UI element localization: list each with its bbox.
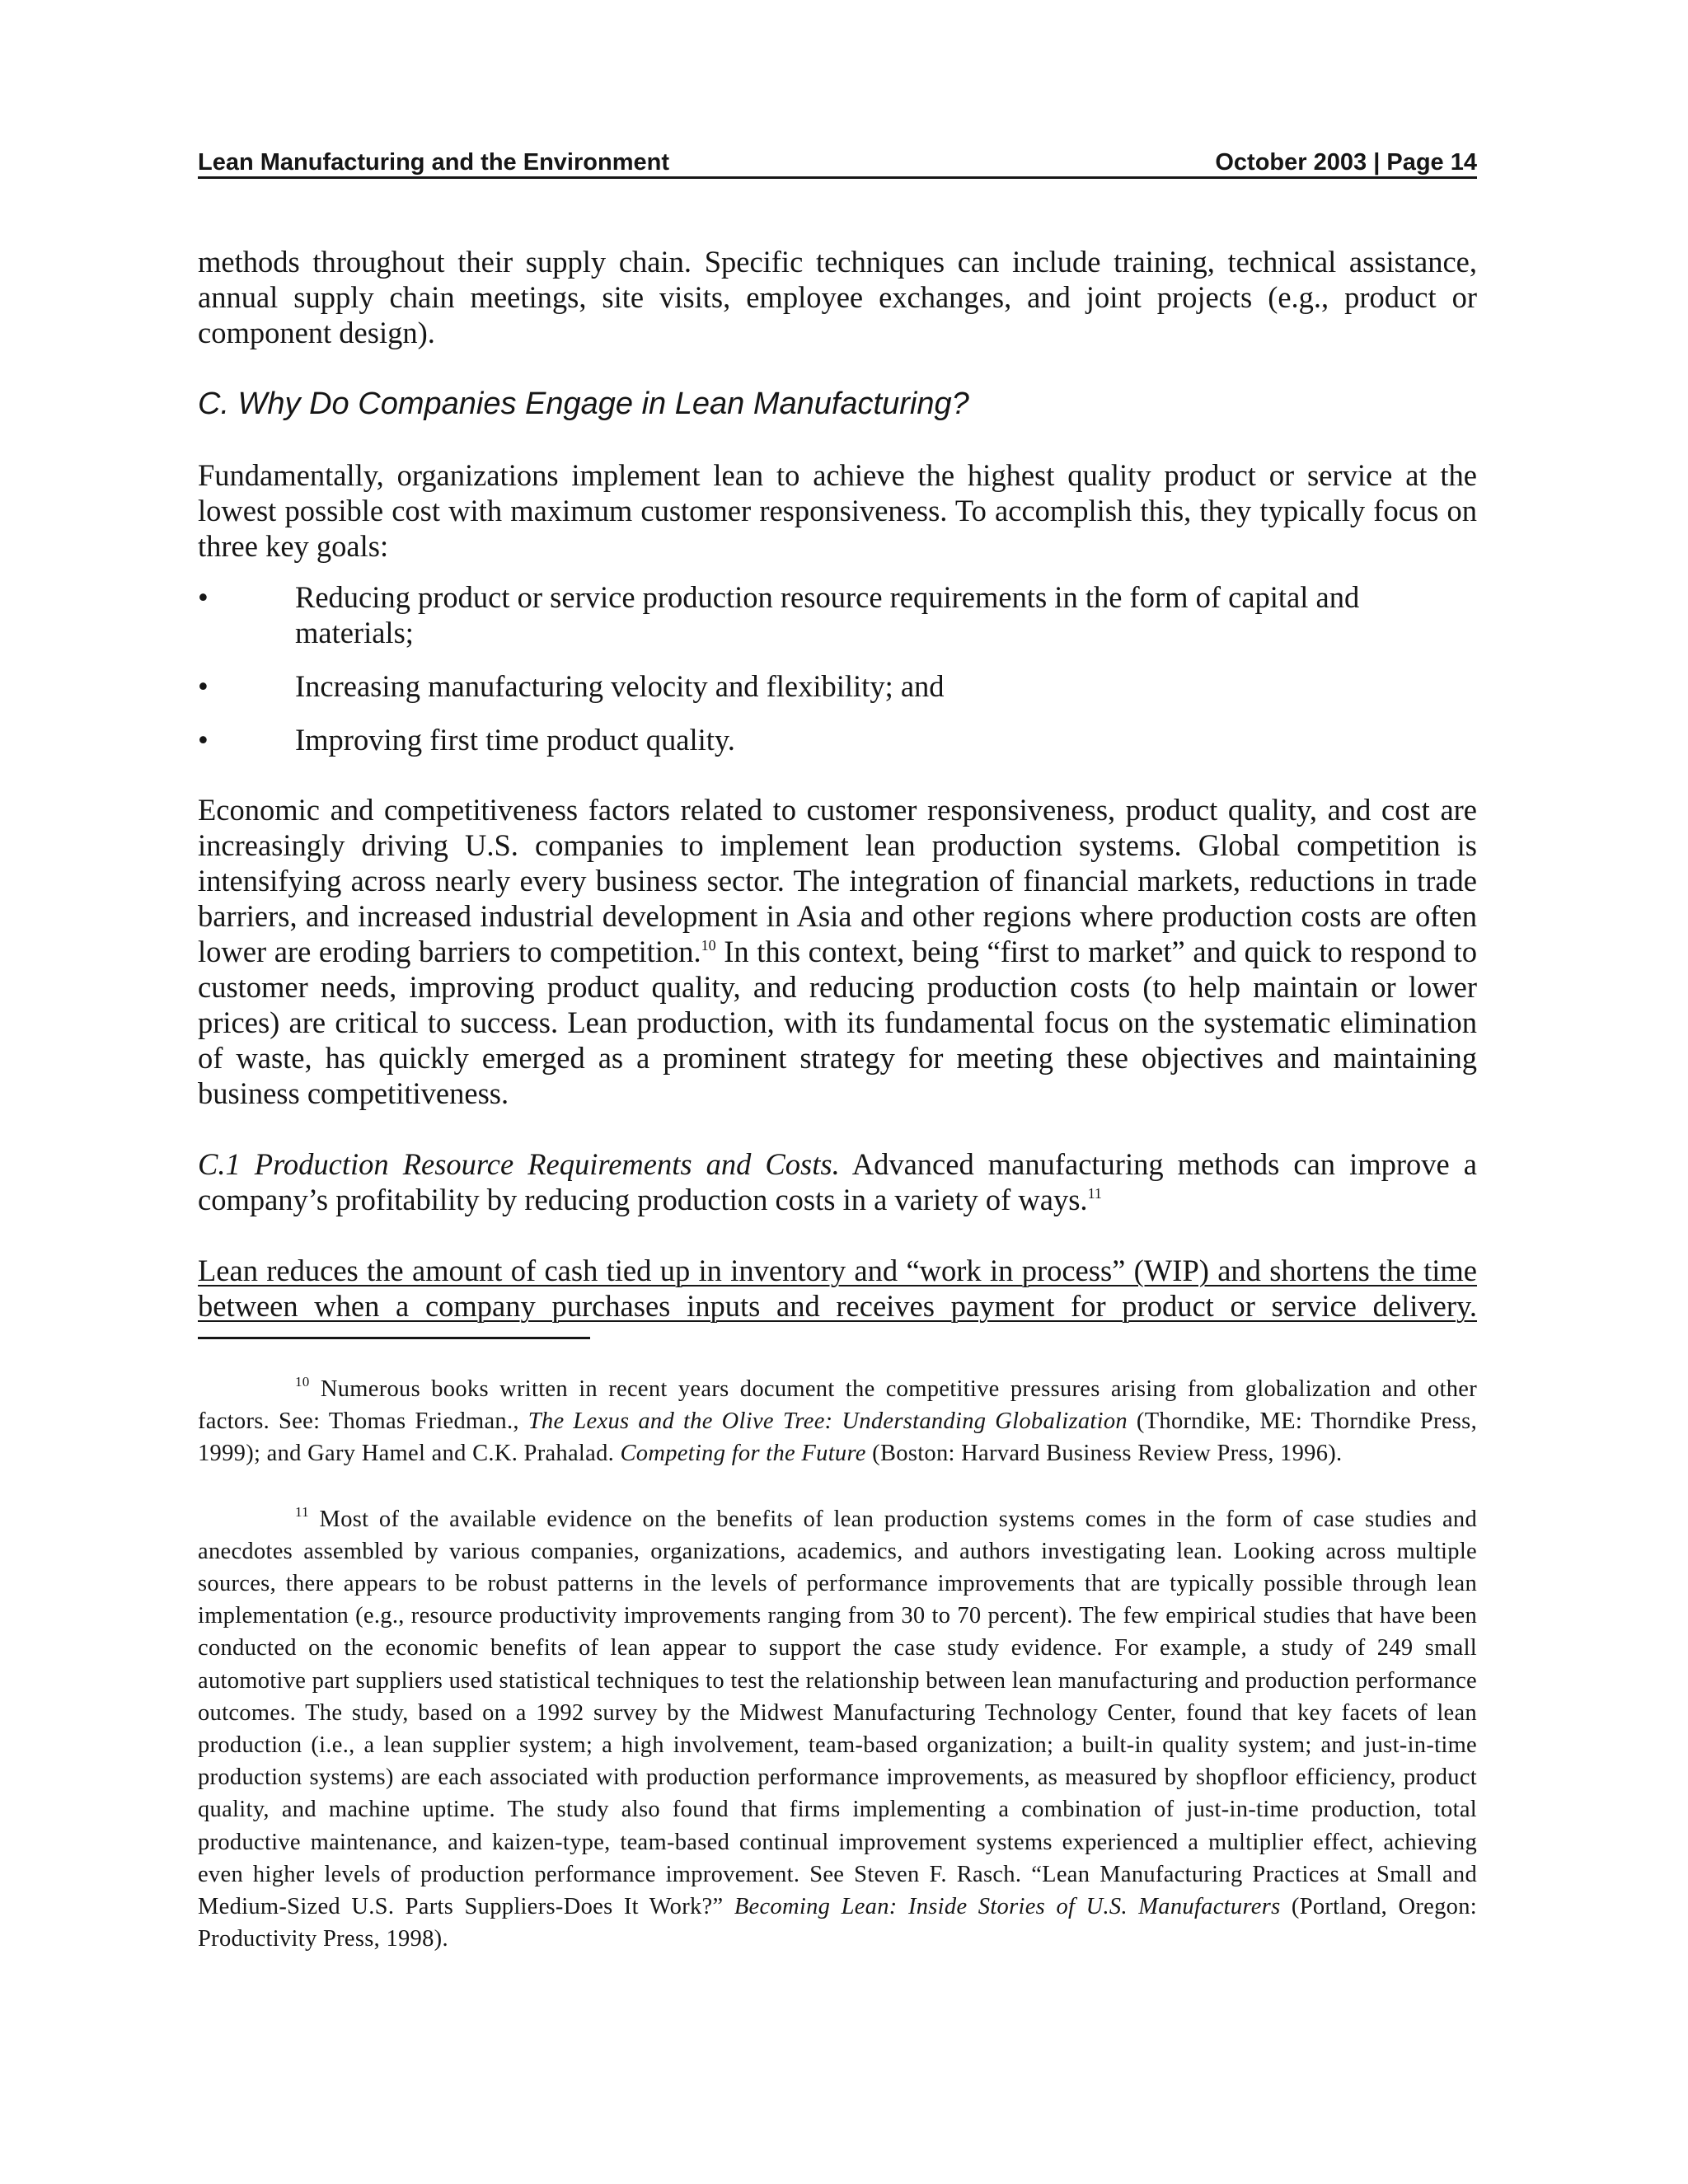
- footnote-number-11: 11: [295, 1503, 309, 1520]
- subsection-heading-c1: C.1 Production Resource Requirements and Costs.: [198, 1147, 840, 1181]
- bullet-symbol: •: [198, 580, 209, 614]
- list-item-text: Reducing product or service production resource requirements in the form of capital and materials;: [295, 580, 1360, 649]
- list-item: [198, 668, 1477, 704]
- footnote-10-text-2: (Thorndike, ME: Thorndike Press, 1999); and Gary Hamel and C.K. Prahalad.: [198, 1408, 1477, 1467]
- section-heading: C. Why Do Companies Engage in Lean Manufacturing?: [198, 387, 969, 421]
- footnote-10-title-lexus: The Lexus and the Olive Tree: Understanding Globalization: [528, 1408, 1128, 1435]
- footnote-number-10: 10: [295, 1374, 310, 1390]
- footnote-ref-11[interactable]: 11: [1087, 1185, 1102, 1202]
- footnote-ref-10[interactable]: 10: [701, 937, 716, 954]
- footnote-10-text-3: (Boston: Harvard Business Review Press, 1996).: [865, 1441, 1343, 1467]
- paragraph-underlined: Lean reduces the amount of cash tied up in inventory and “work in process” (WIP) and shortens the time between when a company purchases inputs and receives payment for product or service delivery.: [198, 1254, 1477, 1323]
- paragraph-c1-text: Advanced manufacturing methods can improve a company’s profitability by reducing production costs in a variety of ways.: [198, 1147, 1477, 1216]
- paragraph-economic: [198, 792, 1477, 1111]
- footnotes: [198, 1373, 1477, 1955]
- running-header: [198, 148, 1477, 179]
- goals-list: [198, 579, 1477, 757]
- list-item: [198, 579, 1477, 650]
- header-title: Lean Manufacturing and the Environment: [198, 149, 669, 176]
- paragraph-c1: [198, 1146, 1477, 1217]
- paragraph-economic-text: Economic and competitiveness factors related to customer responsiveness, product quality, and cost are increasingly driving U.S. companies to implement lean production systems. Global competition is intensifying across nearly every business sector. The integration of financial markets, reductions in trade barriers, and increased industrial development in Asia and other regions where production costs are often lower are eroding barriers to competition.: [198, 793, 1477, 968]
- bullet-symbol: •: [198, 723, 209, 757]
- footnote-11-text-2: (Portland, Oregon: Productivity Press, 1998).: [198, 1894, 1477, 1952]
- footnote-11-text: Most of the available evidence on the benefits of lean production systems comes in the form of case studies and anecdotes assembled by various companies, organizations, academics, and authors investigating lean. Looking across multiple sources, there appears to be robust patterns in the levels of performance improvements that are typically possible through lean implementation (e.g., resource productivity improvements ranging from 30 to 70 percent). The few empirical studies that have been conducted on the economic benefits of lean appear to support the case study evidence. For example, a study of 249 small automotive part suppliers used statistical techniques to test the relationship between lean manufacturing and production performance outcomes. The study, based on a 1992 survey by the Midwest Manufacturing Technology Center, found that key facets of lean production (i.e., a lean supplier system; a high involvement, team-based organization; a built-in quality system; and just-in-time production systems) are each associated with production performance improvements, as measured by shopfloor efficiency, product quality, and machine uptime. The study also found that firms implementing a combination of just-in-time production, total productive maintenance, and kaizen-type, team-based continual improvement systems experienced a multiplier effect, achieving even higher levels of production performance improvement. See Steven F. Rasch. “Lean Manufacturing Practices at Small and Medium-Sized U.S. Parts Suppliers-Does It Work?”: [198, 1506, 1478, 1920]
- footnote-10: [198, 1373, 1477, 1470]
- continuation-paragraph: methods throughout their supply chain. Specific techniques can include training, technical assistance, annual supply chain meetings, site visits, employee exchanges, and joint projects (e.g., product or component design).: [198, 245, 1477, 349]
- paragraph-fundamentally: Fundamentally, organizations implement lean to achieve the highest quality product or service at the lowest possible cost with maximum customer responsiveness. To accomplish this, they typically focus on three key goals:: [198, 458, 1477, 563]
- body-text: [198, 244, 1477, 1324]
- footnote-separator: [198, 1337, 590, 1339]
- footnote-11: [198, 1503, 1477, 1956]
- footnote-10-text: Numerous books written in recent years document the competitive pressures arising from globalization and other factors. See: Thomas Friedman.,: [198, 1376, 1477, 1435]
- header-date-page: October 2003 | Page 14: [1215, 149, 1477, 176]
- list-item-text: Improving first time product quality.: [295, 723, 735, 757]
- list-item-text: Increasing manufacturing velocity and flexibility; and: [295, 669, 945, 703]
- paragraph-economic-text-continued: In this context, being “first to market” and quick to respond to customer needs, improving product quality, and reducing production costs (to help maintain or lower prices) are critical to success. Lean production, with its fundamental focus on the systematic elimination of waste, has quickly emerged as a prominent strategy for meeting these objectives and maintaining business competitiveness.: [198, 935, 1477, 1110]
- list-item: [198, 722, 1477, 757]
- footnote-10-title-competing: Competing for the Future: [620, 1441, 866, 1467]
- footnote-11-title-becoming-lean: Becoming Lean: Inside Stories of U.S. Manufacturers: [734, 1894, 1281, 1920]
- bullet-symbol: •: [198, 669, 209, 703]
